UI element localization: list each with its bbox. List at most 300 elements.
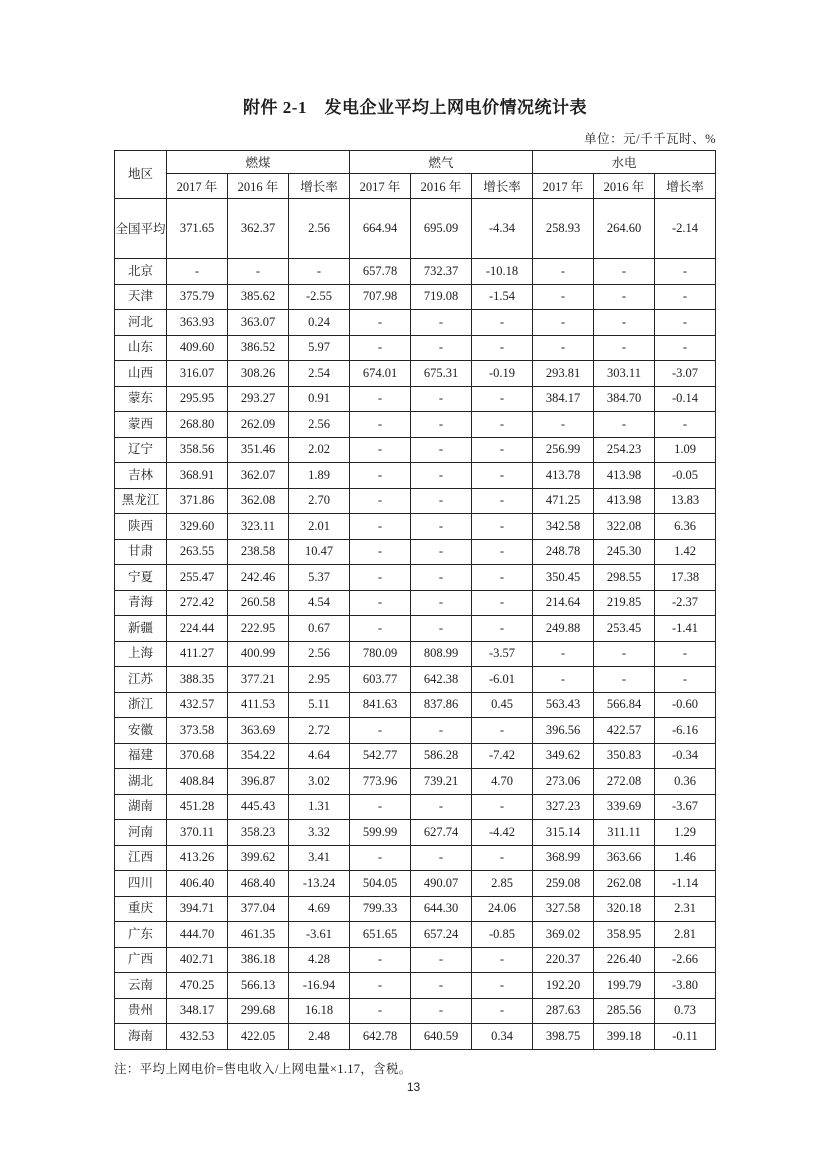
value-cell: -0.14 — [655, 386, 716, 412]
value-cell: - — [350, 718, 411, 744]
region-cell: 广东 — [115, 922, 167, 948]
value-cell: -0.60 — [655, 692, 716, 718]
value-cell: 362.07 — [228, 463, 289, 489]
value-cell: 1.46 — [655, 845, 716, 871]
value-cell: -3.07 — [655, 361, 716, 387]
value-cell: 394.71 — [167, 896, 228, 922]
value-cell: 258.93 — [533, 199, 594, 259]
value-cell: 563.43 — [533, 692, 594, 718]
value-cell: 272.08 — [594, 769, 655, 795]
value-cell: 2.54 — [289, 361, 350, 387]
value-cell: - — [411, 463, 472, 489]
value-cell: -3.67 — [655, 794, 716, 820]
value-cell: 386.18 — [228, 947, 289, 973]
value-cell: 1.89 — [289, 463, 350, 489]
value-cell: - — [411, 718, 472, 744]
value-cell: 386.52 — [228, 335, 289, 361]
value-cell: 363.07 — [228, 310, 289, 336]
region-cell: 黑龙江 — [115, 488, 167, 514]
subheader-hydro-growth: 增长率 — [655, 174, 716, 199]
value-cell: 444.70 — [167, 922, 228, 948]
value-cell: - — [472, 437, 533, 463]
value-cell: - — [167, 259, 228, 285]
value-cell: - — [350, 998, 411, 1024]
value-cell: - — [411, 514, 472, 540]
value-cell: 4.70 — [472, 769, 533, 795]
value-cell: - — [350, 973, 411, 999]
subheader-hydro-2017: 2017 年 — [533, 174, 594, 199]
subheader-gas-growth: 增长率 — [472, 174, 533, 199]
value-cell: 248.78 — [533, 539, 594, 565]
value-cell: 808.99 — [411, 641, 472, 667]
value-cell: 311.11 — [594, 820, 655, 846]
value-cell: -2.37 — [655, 590, 716, 616]
value-cell: - — [350, 335, 411, 361]
value-cell: 471.25 — [533, 488, 594, 514]
value-cell: -3.61 — [289, 922, 350, 948]
value-cell: -6.01 — [472, 667, 533, 693]
value-cell: 214.64 — [533, 590, 594, 616]
table-row — [115, 259, 716, 285]
value-cell: 254.23 — [594, 437, 655, 463]
value-cell: -7.42 — [472, 743, 533, 769]
value-cell: - — [411, 539, 472, 565]
value-cell: 5.97 — [289, 335, 350, 361]
table-row — [115, 973, 716, 999]
value-cell: - — [655, 284, 716, 310]
value-cell: 413.78 — [533, 463, 594, 489]
table-row — [115, 565, 716, 591]
value-cell: 362.08 — [228, 488, 289, 514]
value-cell: 329.60 — [167, 514, 228, 540]
value-cell: 316.07 — [167, 361, 228, 387]
value-cell: 399.62 — [228, 845, 289, 871]
value-cell: -2.66 — [655, 947, 716, 973]
value-cell: -10.18 — [472, 259, 533, 285]
value-cell: 287.63 — [533, 998, 594, 1024]
value-cell: - — [533, 641, 594, 667]
value-cell: - — [594, 667, 655, 693]
table-row — [115, 199, 716, 259]
value-cell: 298.55 — [594, 565, 655, 591]
table-row — [115, 769, 716, 795]
region-cell: 甘肃 — [115, 539, 167, 565]
value-cell: - — [411, 412, 472, 438]
region-cell: 蒙西 — [115, 412, 167, 438]
value-cell: 385.62 — [228, 284, 289, 310]
value-cell: 3.32 — [289, 820, 350, 846]
value-cell: 2.95 — [289, 667, 350, 693]
value-cell: 320.18 — [594, 896, 655, 922]
value-cell: 657.24 — [411, 922, 472, 948]
region-cell: 福建 — [115, 743, 167, 769]
value-cell: - — [472, 463, 533, 489]
region-cell: 四川 — [115, 871, 167, 897]
value-cell: - — [350, 310, 411, 336]
value-cell: 408.84 — [167, 769, 228, 795]
value-cell: - — [411, 998, 472, 1024]
region-cell: 天津 — [115, 284, 167, 310]
value-cell: - — [411, 335, 472, 361]
value-cell: 1.29 — [655, 820, 716, 846]
value-cell: 264.60 — [594, 199, 655, 259]
value-cell: 841.63 — [350, 692, 411, 718]
value-cell: 707.98 — [350, 284, 411, 310]
value-cell: -4.42 — [472, 820, 533, 846]
value-cell: - — [594, 335, 655, 361]
region-cell: 河北 — [115, 310, 167, 336]
value-cell: -4.34 — [472, 199, 533, 259]
value-cell: 222.95 — [228, 616, 289, 642]
value-cell: 644.30 — [411, 896, 472, 922]
value-cell: 370.68 — [167, 743, 228, 769]
value-cell: 402.71 — [167, 947, 228, 973]
value-cell: - — [472, 794, 533, 820]
value-cell: 295.95 — [167, 386, 228, 412]
table-row — [115, 488, 716, 514]
value-cell: 260.58 — [228, 590, 289, 616]
value-cell: 363.69 — [228, 718, 289, 744]
value-cell: 219.85 — [594, 590, 655, 616]
value-cell: 256.99 — [533, 437, 594, 463]
region-cell: 全国平均 — [115, 199, 167, 259]
value-cell: 837.86 — [411, 692, 472, 718]
value-cell: 3.02 — [289, 769, 350, 795]
value-cell: 780.09 — [350, 641, 411, 667]
value-cell: - — [228, 259, 289, 285]
value-cell: 259.08 — [533, 871, 594, 897]
value-cell: - — [472, 998, 533, 1024]
region-cell: 北京 — [115, 259, 167, 285]
subheader-gas-2016: 2016 年 — [411, 174, 472, 199]
table-row — [115, 641, 716, 667]
table-header-sub-row — [115, 174, 716, 199]
value-cell: 368.91 — [167, 463, 228, 489]
value-cell: 384.70 — [594, 386, 655, 412]
table-row — [115, 335, 716, 361]
value-cell: 413.26 — [167, 845, 228, 871]
value-cell: - — [472, 718, 533, 744]
value-cell: 10.47 — [289, 539, 350, 565]
value-cell: - — [411, 794, 472, 820]
subheader-coal-2016: 2016 年 — [228, 174, 289, 199]
value-cell: 627.74 — [411, 820, 472, 846]
table-row — [115, 437, 716, 463]
value-cell: 468.40 — [228, 871, 289, 897]
region-cell: 重庆 — [115, 896, 167, 922]
value-cell: -1.14 — [655, 871, 716, 897]
value-cell: 238.58 — [228, 539, 289, 565]
value-cell: - — [350, 794, 411, 820]
value-cell: 224.44 — [167, 616, 228, 642]
value-cell: - — [411, 590, 472, 616]
table-row — [115, 871, 716, 897]
value-cell: 2.31 — [655, 896, 716, 922]
value-cell: 411.53 — [228, 692, 289, 718]
footnote: 注：平均上网电价=售电收入/上网电量×1.17，含税。 — [114, 1061, 412, 1076]
value-cell: 384.17 — [533, 386, 594, 412]
value-cell: 732.37 — [411, 259, 472, 285]
value-cell: - — [472, 845, 533, 871]
value-cell: -2.55 — [289, 284, 350, 310]
region-cell: 湖南 — [115, 794, 167, 820]
region-cell: 云南 — [115, 973, 167, 999]
value-cell: 674.01 — [350, 361, 411, 387]
value-cell: 273.06 — [533, 769, 594, 795]
value-cell: 799.33 — [350, 896, 411, 922]
value-cell: 263.55 — [167, 539, 228, 565]
value-cell: 220.37 — [533, 947, 594, 973]
value-cell: 2.56 — [289, 641, 350, 667]
value-cell: 2.56 — [289, 412, 350, 438]
value-cell: 664.94 — [350, 199, 411, 259]
value-cell: 262.08 — [594, 871, 655, 897]
value-cell: - — [411, 845, 472, 871]
table-row — [115, 539, 716, 565]
value-cell: - — [533, 284, 594, 310]
value-cell: 293.81 — [533, 361, 594, 387]
value-cell: - — [411, 386, 472, 412]
value-cell: 0.24 — [289, 310, 350, 336]
value-cell: 413.98 — [594, 463, 655, 489]
value-cell: 0.36 — [655, 769, 716, 795]
value-cell: - — [594, 310, 655, 336]
value-cell: 348.17 — [167, 998, 228, 1024]
value-cell: -0.05 — [655, 463, 716, 489]
value-cell: 4.64 — [289, 743, 350, 769]
region-cell: 安徽 — [115, 718, 167, 744]
value-cell: - — [350, 488, 411, 514]
price-table — [114, 150, 716, 1050]
value-cell: - — [350, 947, 411, 973]
value-cell: 2.70 — [289, 488, 350, 514]
value-cell: 642.38 — [411, 667, 472, 693]
table-row — [115, 616, 716, 642]
value-cell: 461.35 — [228, 922, 289, 948]
value-cell: 4.69 — [289, 896, 350, 922]
table-row — [115, 794, 716, 820]
value-cell: - — [411, 616, 472, 642]
value-cell: - — [594, 259, 655, 285]
value-cell: 3.41 — [289, 845, 350, 871]
region-cell: 海南 — [115, 1024, 167, 1050]
value-cell: - — [350, 590, 411, 616]
value-cell: 586.28 — [411, 743, 472, 769]
value-cell: 370.11 — [167, 820, 228, 846]
value-cell: 369.02 — [533, 922, 594, 948]
table-body — [115, 199, 716, 1050]
value-cell: 432.57 — [167, 692, 228, 718]
table-row — [115, 310, 716, 336]
value-cell: 640.59 — [411, 1024, 472, 1050]
value-cell: 199.79 — [594, 973, 655, 999]
table-row — [115, 922, 716, 948]
value-cell: 293.27 — [228, 386, 289, 412]
page-content — [114, 93, 716, 1077]
value-cell: 354.22 — [228, 743, 289, 769]
value-cell: -0.85 — [472, 922, 533, 948]
value-cell: 371.86 — [167, 488, 228, 514]
subheader-coal-growth: 增长率 — [289, 174, 350, 199]
value-cell: - — [533, 335, 594, 361]
value-cell: 4.54 — [289, 590, 350, 616]
value-cell: 17.38 — [655, 565, 716, 591]
value-cell: - — [655, 310, 716, 336]
value-cell: 253.45 — [594, 616, 655, 642]
value-cell: 24.06 — [472, 896, 533, 922]
value-cell: 406.40 — [167, 871, 228, 897]
value-cell: 2.72 — [289, 718, 350, 744]
value-cell: 773.96 — [350, 769, 411, 795]
value-cell: 2.56 — [289, 199, 350, 259]
value-cell: -6.16 — [655, 718, 716, 744]
value-cell: 396.56 — [533, 718, 594, 744]
table-row — [115, 412, 716, 438]
value-cell: 566.13 — [228, 973, 289, 999]
value-cell: - — [350, 514, 411, 540]
table-row — [115, 998, 716, 1024]
table-row — [115, 463, 716, 489]
value-cell: 445.43 — [228, 794, 289, 820]
table-row — [115, 718, 716, 744]
region-cell: 吉林 — [115, 463, 167, 489]
value-cell: -3.80 — [655, 973, 716, 999]
value-cell: -0.11 — [655, 1024, 716, 1050]
value-cell: 599.99 — [350, 820, 411, 846]
value-cell: 432.53 — [167, 1024, 228, 1050]
value-cell: 470.25 — [167, 973, 228, 999]
page-title: 附件 2-1 发电企业平均上网电价情况统计表 — [243, 98, 587, 117]
region-cell: 江西 — [115, 845, 167, 871]
region-cell: 上海 — [115, 641, 167, 667]
value-cell: - — [533, 667, 594, 693]
table-row — [115, 386, 716, 412]
table-row — [115, 692, 716, 718]
value-cell: - — [472, 539, 533, 565]
value-cell: - — [411, 310, 472, 336]
value-cell: 262.09 — [228, 412, 289, 438]
value-cell: 2.01 — [289, 514, 350, 540]
value-cell: 358.56 — [167, 437, 228, 463]
value-cell: 411.27 — [167, 641, 228, 667]
value-cell: - — [533, 412, 594, 438]
value-cell: 739.21 — [411, 769, 472, 795]
value-cell: 651.65 — [350, 922, 411, 948]
value-cell: - — [472, 488, 533, 514]
value-cell: 327.58 — [533, 896, 594, 922]
region-cell: 贵州 — [115, 998, 167, 1024]
value-cell: - — [655, 412, 716, 438]
value-cell: - — [411, 947, 472, 973]
table-row — [115, 947, 716, 973]
value-cell: 2.81 — [655, 922, 716, 948]
table-row — [115, 590, 716, 616]
value-cell: 285.56 — [594, 998, 655, 1024]
value-cell: 0.34 — [472, 1024, 533, 1050]
value-cell: 5.11 — [289, 692, 350, 718]
value-cell: - — [472, 590, 533, 616]
region-cell: 江苏 — [115, 667, 167, 693]
region-cell: 新疆 — [115, 616, 167, 642]
subheader-coal-2017: 2017 年 — [167, 174, 228, 199]
value-cell: 242.46 — [228, 565, 289, 591]
region-cell: 广西 — [115, 947, 167, 973]
value-cell: 342.58 — [533, 514, 594, 540]
value-cell: -1.41 — [655, 616, 716, 642]
region-cell: 蒙东 — [115, 386, 167, 412]
value-cell: 358.23 — [228, 820, 289, 846]
value-cell: 6.36 — [655, 514, 716, 540]
value-cell: 4.28 — [289, 947, 350, 973]
value-cell: 695.09 — [411, 199, 472, 259]
value-cell: - — [472, 412, 533, 438]
value-cell: - — [472, 565, 533, 591]
page-number: 13 — [406, 1080, 421, 1094]
value-cell: 192.20 — [533, 973, 594, 999]
subheader-hydro-2016: 2016 年 — [594, 174, 655, 199]
region-column-header: 地区 — [115, 151, 167, 199]
value-cell: 675.31 — [411, 361, 472, 387]
value-cell: 339.69 — [594, 794, 655, 820]
value-cell: - — [533, 259, 594, 285]
region-cell: 河南 — [115, 820, 167, 846]
value-cell: 566.84 — [594, 692, 655, 718]
value-cell: -13.24 — [289, 871, 350, 897]
value-cell: 272.42 — [167, 590, 228, 616]
value-cell: - — [411, 488, 472, 514]
value-cell: - — [472, 335, 533, 361]
group-header-coal: 燃煤 — [167, 151, 350, 174]
table-row — [115, 284, 716, 310]
value-cell: - — [655, 259, 716, 285]
value-cell: - — [655, 667, 716, 693]
value-cell: 396.87 — [228, 769, 289, 795]
region-cell: 陕西 — [115, 514, 167, 540]
value-cell: 0.67 — [289, 616, 350, 642]
subheader-gas-2017: 2017 年 — [350, 174, 411, 199]
value-cell: - — [533, 310, 594, 336]
value-cell: 323.11 — [228, 514, 289, 540]
value-cell: 398.75 — [533, 1024, 594, 1050]
value-cell: 388.35 — [167, 667, 228, 693]
value-cell: 451.28 — [167, 794, 228, 820]
value-cell: 350.83 — [594, 743, 655, 769]
value-cell: 603.77 — [350, 667, 411, 693]
group-header-hydro: 水电 — [533, 151, 716, 174]
value-cell: 363.66 — [594, 845, 655, 871]
table-row — [115, 896, 716, 922]
value-cell: 350.45 — [533, 565, 594, 591]
value-cell: 2.48 — [289, 1024, 350, 1050]
value-cell: 16.18 — [289, 998, 350, 1024]
table-row — [115, 743, 716, 769]
value-cell: 303.11 — [594, 361, 655, 387]
value-cell: - — [594, 284, 655, 310]
value-cell: 377.04 — [228, 896, 289, 922]
value-cell: 657.78 — [350, 259, 411, 285]
value-cell: -2.14 — [655, 199, 716, 259]
unit-note: 单位：元/千千瓦时、% — [584, 132, 716, 146]
value-cell: 268.80 — [167, 412, 228, 438]
value-cell: 542.77 — [350, 743, 411, 769]
value-cell: 399.18 — [594, 1024, 655, 1050]
value-cell: - — [350, 412, 411, 438]
value-cell: - — [350, 386, 411, 412]
table-row — [115, 667, 716, 693]
region-cell: 辽宁 — [115, 437, 167, 463]
value-cell: - — [411, 973, 472, 999]
value-cell: - — [289, 259, 350, 285]
